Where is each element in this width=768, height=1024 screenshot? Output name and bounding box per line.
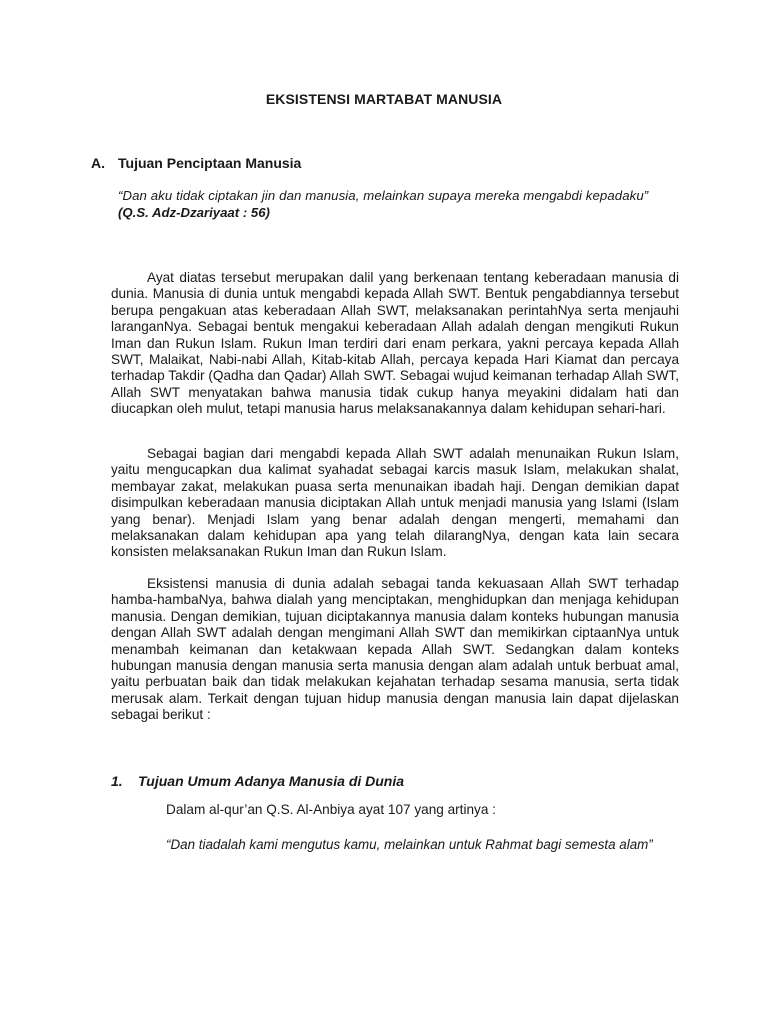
document-title: EKSISTENSI MARTABAT MANUSIA	[265, 91, 503, 107]
section-a-title: Tujuan Penciptaan Manusia	[118, 155, 302, 171]
section-a-letter: A.	[91, 155, 105, 171]
quran-quote-al-anbiya: “Dan tiadalah kami mengutus kamu, melainkan untuk Rahmat bagi semesta alam”	[166, 837, 653, 852]
subsection-1-intro: Dalam al-qur’an Q.S. Al-Anbiya ayat 107 yang artinya :	[166, 802, 496, 817]
quran-quote-adz-dzariyaat	[118, 187, 688, 221]
paragraph-2: Sebagai bagian dari mengabdi kepada Allah SWT adalah menunaikan Rukun Islam, yaitu mengucapkan dua kalimat syahadat sebagai karcis masuk Islam, melakukan shalat, membayar zakat, melakukan puasa serta menunaikan ibadah haji. Dengan demikian dapat disimpulkan keberadaan manusia diciptakan Allah untuk menjadi manusia yang Islami (Islam yang benar). Menjadi Islam yang benar adalah dengan mengerti, memahami dan melaksanakan dalam kehidupan apa yang telah dilarangNya, dengan kata lain secara konsisten melaksanakan Rukun Iman dan Rukun Islam.	[111, 446, 679, 560]
section-a-heading	[91, 155, 301, 171]
paragraph-1: Ayat diatas tersebut merupakan dalil yang berkenaan tentang keberadaan manusia di dunia. Manusia di dunia untuk mengabdi kepada Allah SWT. Bentuk pengabdiannya tersebut berupa pengakuan atas keberadaan Allah SWT, melaksanakan perintahNya serta menjauhi laranganNya. Sebagai bentuk mengakui keberadaan Allah adalah dengan mengikuti Rukun Iman dan Rukun Islam. Rukun Iman terdiri dari enam perkara, yakni percaya kepada Allah SWT, Malaikat, Nabi-nabi Allah, Kitab-kitab Allah, percaya kepada Hari Kiamat dan percaya terhadap Takdir (Qadha dan Qadar) Allah SWT. Sebagai wujud keimanan terhadap Allah SWT, Allah SWT menyatakan bahwa manusia tidak cukup hanya meyakini didalam hati dan diucapkan oleh mulut, tetapi manusia harus melaksanakannya dalam kehidupan sehari-hari.	[111, 270, 679, 417]
subsection-1-number: 1.	[111, 773, 123, 789]
paragraph-3: Eksistensi manusia di dunia adalah sebagai tanda kekuasaan Allah SWT terhadap hamba-hambaNya, bahwa dialah yang menciptakan, menghidupkan dan menjaga kehidupan manusia. Dengan demikian, tujuan diciptakannya manusia dalam konteks hubungan manusia dengan Allah SWT adalah dengan mengimani Allah SWT dan memikirkan ciptaanNya untuk menambah keimanan dan ketakwaan kepada Allah SWT. Sedangkan dalam konteks hubungan manusia dengan manusia serta manusia dengan alam adalah untuk berbuat amal, yaitu perbuatan baik dan tidak melakukan kejahatan terhadap sesama manusia, serta tidak merusak alam. Terkait dengan tujuan hidup manusia dengan manusia lain dapat dijelaskan sebagai berikut :	[111, 576, 679, 723]
subsection-1-heading	[111, 773, 404, 789]
quote-text: “Dan aku tidak ciptakan jin dan manusia, melainkan supaya mereka mengabdi kepadaku”	[118, 188, 649, 203]
subsection-1-title: Tujuan Umum Adanya Manusia di Dunia	[138, 773, 405, 789]
quote-reference: (Q.S. Adz-Dzariyaat : 56)	[118, 205, 270, 220]
